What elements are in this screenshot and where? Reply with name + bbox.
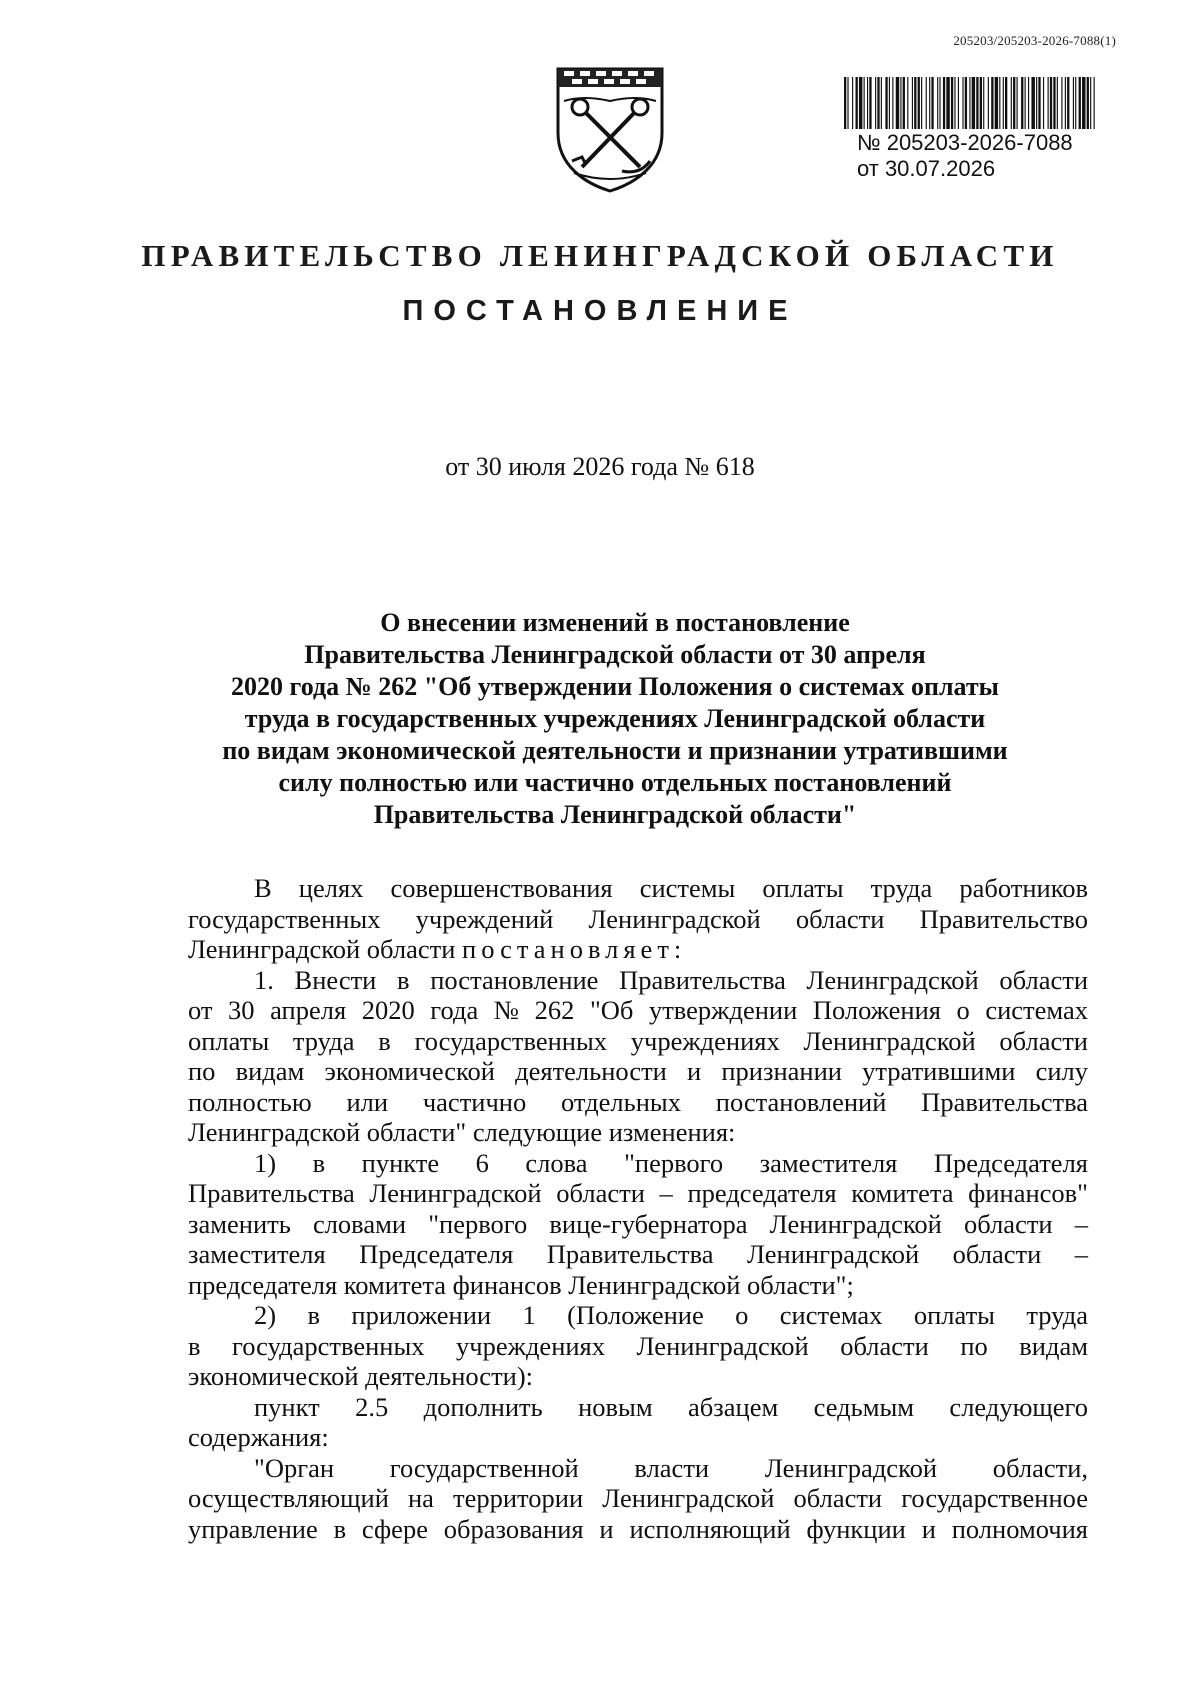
barcode-bar xyxy=(1031,77,1034,129)
barcode-bar xyxy=(1013,77,1015,129)
body-line xyxy=(188,934,1088,965)
barcode-bar xyxy=(1087,77,1089,129)
resolves-word: постановляет: xyxy=(462,934,687,964)
barcode-bar xyxy=(931,77,933,129)
barcode-bar xyxy=(1036,77,1037,129)
barcode-bar xyxy=(877,77,879,129)
barcode-bar xyxy=(856,77,858,129)
barcode-bar xyxy=(976,77,978,129)
barcode-bar xyxy=(1021,77,1023,129)
barcode-bar xyxy=(881,77,882,129)
barcode-bar xyxy=(918,77,920,129)
body-line: управление в сфере образования и исполняющий функции и полномочия xyxy=(188,1513,1088,1544)
barcode-bar xyxy=(1067,77,1069,129)
barcode-bar xyxy=(912,77,913,129)
barcode-bar xyxy=(1061,77,1062,129)
document-id: 205203/205203-2026-7088(1) xyxy=(953,33,1116,48)
barcode-bar xyxy=(875,77,876,129)
paragraph-quote xyxy=(188,1453,1088,1545)
barcode-bar xyxy=(983,77,984,129)
paragraph-point-2-5 xyxy=(188,1392,1088,1453)
paragraph-subitem-2 xyxy=(188,1300,1088,1392)
barcode-bar xyxy=(991,77,993,129)
barcode-bar xyxy=(962,77,963,129)
body-line: В целях совершенствования системы оплаты труда работников xyxy=(254,873,1088,903)
subject-line: труда в государственных учреждениях Ленинградской области xyxy=(244,704,986,733)
subject-line: О внесении изменений в постановление xyxy=(380,608,850,637)
barcode-bar xyxy=(1011,77,1012,129)
barcode-bar xyxy=(943,77,945,129)
body-line: 2) в приложении 1 (Положение о системах оплаты труда xyxy=(254,1300,1088,1330)
barcode-bar xyxy=(926,77,927,129)
barcode-bar xyxy=(859,77,862,129)
barcode-bar xyxy=(939,77,940,129)
subject-line: 2020 года № 262 "Об утверждении Положения о системах оплаты xyxy=(231,672,999,701)
subject-line: Правительства Ленинградской области" xyxy=(373,800,857,829)
barcode-bar xyxy=(1003,77,1004,129)
barcode-bar xyxy=(889,77,890,129)
barcode-bar xyxy=(995,77,998,129)
leningrad-oblast-coat-of-arms-icon xyxy=(554,61,666,193)
barcode-bar xyxy=(1075,77,1076,129)
document-date-number: от 30 июля 2026 года № 618 xyxy=(445,452,755,481)
barcode-bar xyxy=(869,77,871,129)
body-line: Правительства Ленинградской области – председателя комитета финансов" xyxy=(188,1178,1088,1208)
barcode-bar xyxy=(1053,77,1055,129)
barcode-bar xyxy=(929,77,930,129)
barcode-bar xyxy=(852,77,853,129)
barcode-bar xyxy=(885,77,887,129)
barcode-bar xyxy=(1090,77,1091,129)
barcode-bar xyxy=(999,77,1000,129)
barcode-bar xyxy=(951,77,953,129)
body-line: экономической деятельности): xyxy=(188,1361,534,1391)
barcode-bar xyxy=(972,77,975,129)
subject-line: по видам экономической деятельности и признании утратившими xyxy=(222,736,1008,765)
barcode-bar xyxy=(844,77,846,129)
barcode-bar xyxy=(937,77,938,129)
registration-date: от 30.07.2026 xyxy=(857,156,996,181)
barcode-bar xyxy=(980,77,982,129)
barcode-bar xyxy=(965,77,967,129)
body-line: оплаты труда в государственных учреждениях Ленинградской области xyxy=(188,1025,1088,1056)
body-line: по видам экономической деятельности и признании утратившими силу xyxy=(188,1056,1088,1086)
document-body xyxy=(188,873,1088,1544)
body-line: заменить словами "первого вице-губернатора Ленинградской области – xyxy=(188,1208,1088,1239)
barcode-bar xyxy=(988,77,989,129)
body-text: Ленинградской области xyxy=(188,934,463,964)
body-line: в государственных учреждениях Ленинградской области по видам xyxy=(188,1330,1088,1361)
barcode-bar xyxy=(900,77,901,129)
body-line: 1. Внести в постановление Правительства Ленинградской области xyxy=(254,964,1088,995)
barcode-bar xyxy=(1057,77,1058,129)
barcode-bar xyxy=(954,77,955,129)
organization-name: ПРАВИТЕЛЬСТВО ЛЕНИНГРАДСКОЙ ОБЛАСТИ xyxy=(141,238,1059,273)
barcode-bar xyxy=(921,77,922,129)
body-line: содержания: xyxy=(188,1422,329,1452)
barcode-bar xyxy=(914,77,916,129)
barcode-bar xyxy=(1079,77,1081,129)
paragraph-preamble xyxy=(188,873,1088,965)
paragraph-subitem-1 xyxy=(188,1148,1088,1301)
paragraph-item-1 xyxy=(188,965,1088,1148)
body-line: осуществляющий на территории Ленинградской области государственное xyxy=(188,1483,1088,1513)
body-line: 1) в пункте 6 слова "первого заместителя Председателя xyxy=(254,1147,1088,1178)
registration-number: № 205203-2026-7088 xyxy=(857,130,1073,155)
barcode-bar xyxy=(1048,77,1049,129)
body-line: полностью или частично отдельных постановлений Правительства xyxy=(188,1086,1088,1117)
barcode-bar xyxy=(847,77,848,129)
body-line: государственных учреждений Ленинградской области Правительство xyxy=(188,903,1088,934)
barcode-bar xyxy=(1005,77,1007,129)
barcode-bar xyxy=(896,77,899,129)
barcode-bar xyxy=(1043,77,1044,129)
barcode-bar xyxy=(1050,77,1052,129)
subject-line: Правительства Ленинградской области от 30 апреля xyxy=(304,640,926,669)
barcode xyxy=(843,77,1097,129)
barcode-bar xyxy=(907,77,908,129)
barcode-bar xyxy=(1017,77,1018,129)
barcode-bar xyxy=(958,77,959,129)
barcode-bar xyxy=(867,77,868,129)
barcode-bar xyxy=(1028,77,1029,129)
body-line: председателя комитета финансов Ленинградской области"; xyxy=(188,1269,854,1300)
barcode-bar xyxy=(1073,77,1074,129)
barcode-bar xyxy=(903,77,905,129)
barcode-bar xyxy=(1082,77,1085,129)
body-line: "Орган государственной власти Ленинградской области, xyxy=(254,1452,1088,1483)
barcode-bar xyxy=(1065,77,1066,129)
body-line: заместителя Председателя Правительства Ленинградской области – xyxy=(188,1239,1088,1269)
barcode-bar xyxy=(1025,77,1026,129)
body-line: пункт 2.5 дополнить новым абзацем седьмым следующего xyxy=(254,1391,1088,1422)
barcode-bar xyxy=(892,77,893,129)
body-line: от 30 апреля 2020 года № 262 "Об утверждении Положения о системах xyxy=(188,995,1088,1025)
barcode-bar xyxy=(1094,77,1095,129)
registration-stamp xyxy=(857,130,1073,182)
barcode-bar xyxy=(864,77,865,129)
document-type: ПОСТАНОВЛЕНИЕ xyxy=(402,295,798,327)
subject-line: силу полностью или частично отдельных постановлений xyxy=(278,768,952,797)
barcode-bar xyxy=(946,77,949,129)
body-line: Ленинградской области" следующие изменения: xyxy=(188,1117,736,1147)
document-subject xyxy=(180,607,1050,831)
barcode-bar xyxy=(1038,77,1040,129)
barcode-bar xyxy=(969,77,970,129)
